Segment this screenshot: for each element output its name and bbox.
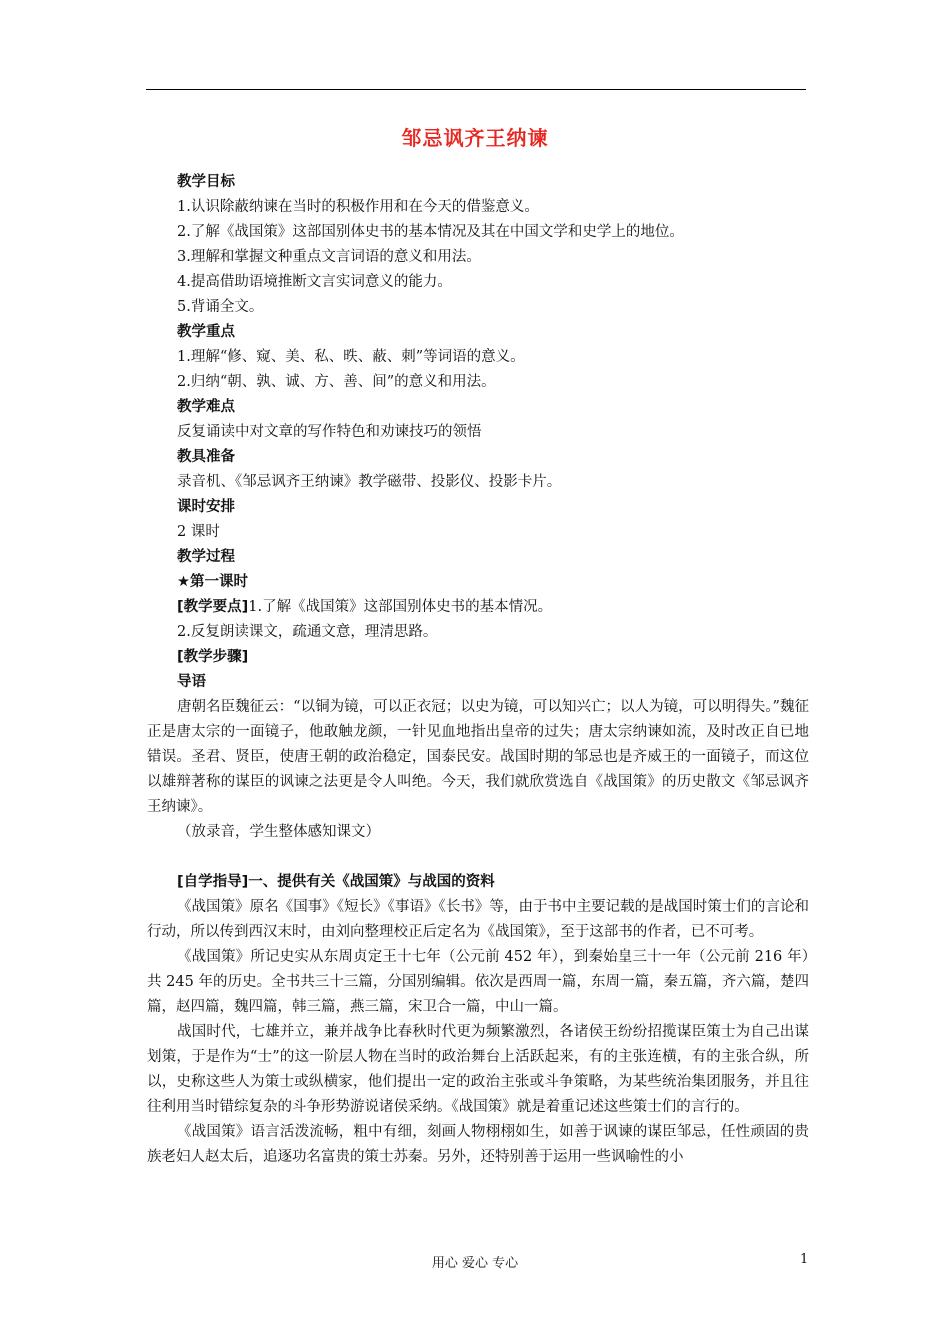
body-paragraph: 《战国策》所记史实从东周贞定王十七年（公元前 452 年），到秦始皇三十一年（公元前 216 年）共 245 年的历史。全书共三十三篇，分国别编辑。依次是西周一篇，东周一篇，秦五篇，齐六篇，楚四篇，赵四篇，魏四篇，韩三篇，燕三篇，宋卫合一篇，中山一篇。: [147, 949, 809, 1015]
section-heading-process: 教学过程: [177, 549, 235, 565]
section-heading-tools: 教具准备: [177, 449, 235, 465]
self-study-heading: 一、提供有关《战国策》与战国的资料: [248, 874, 495, 890]
points-item: 2.反复朗读课文，疏通文意，理清思路。: [177, 624, 438, 640]
body-paragraph: 战国时代，七雄并立，兼并战争比春秋时代更为频繁激烈，各诸侯王纷纷招揽谋臣策士为自己出谋划策，于是作为“士”的这一阶层人物在当时的政治舞台上活跃起来，有的主张连横，有的主张合纵，所以，史称这些人为策士或纵横家，他们提出一定的政治主张或斗争策略，为某些统治集团服务，并且往往利用当时错综复杂的斗争形势游说诸侯采纳。《战国策》就是着重记述这些策士们的言行的。: [147, 1024, 809, 1115]
footer-text: 用心 爱心 专心: [431, 1256, 519, 1271]
lesson-one-heading: ★第一课时: [177, 574, 248, 590]
points-item: 1.了解《战国策》这部国别体史书的基本情况。: [248, 599, 553, 615]
objective-item: 2.了解《战国策》这部国别体史书的基本情况及其在中国文学和史学上的地位。: [177, 224, 684, 240]
self-study-label: [自学指导]: [177, 874, 249, 890]
intro-heading: 导语: [177, 674, 206, 690]
document-body: [147, 170, 809, 1170]
objective-item: 4.提高借助语境推断文言实词意义的能力。: [177, 274, 452, 290]
page-number: 1: [800, 1252, 809, 1267]
section-heading-schedule: 课时安排: [177, 499, 235, 515]
key-point-item: 1.理解“修、窥、美、私、昳、蔽、刺”等词语的意义。: [177, 349, 525, 365]
header-rule: [146, 89, 806, 90]
objective-item: 3.理解和掌握文种重点文言词语的意义和用法。: [177, 249, 481, 265]
intro-note: （放录音，学生整体感知课文）: [177, 824, 380, 840]
schedule-text: 2 课时: [177, 524, 220, 540]
objective-item: 1.认识除蔽纳谏在当时的积极作用和在今天的借鉴意义。: [177, 199, 539, 215]
points-label: [教学要点]: [177, 599, 249, 615]
section-heading-objectives: 教学目标: [177, 174, 235, 190]
steps-label: [教学步骤]: [177, 649, 249, 665]
tools-text: 录音机、《邹忌讽齐王纳谏》教学磁带、投影仪、投影卡片。: [177, 474, 562, 490]
key-point-item: 2.归纳“朝、孰、诚、方、善、间”的意义和用法。: [177, 374, 496, 390]
body-paragraph: 《战国策》语言活泼流畅，粗中有细，刻画人物栩栩如生，如善于讽谏的谋臣邹忌，任性顽固的贵族老妇人赵太后，追逐功名富贵的策士苏秦。另外，还特别善于运用一些讽喻性的小: [147, 1124, 809, 1165]
section-heading-difficulty: 教学难点: [177, 399, 235, 415]
difficulty-text: 反复诵读中对文章的写作特色和劝谏技巧的领悟: [177, 424, 482, 440]
section-heading-key-points: 教学重点: [177, 324, 235, 340]
intro-paragraph: 唐朝名臣魏征云：“以铜为镜，可以正衣冠；以史为镜，可以知兴亡；以人为镜，可以明得失。”魏征正是唐太宗的一面镜子，他敢触龙颜，一针见血地指出皇帝的过失；唐太宗纳谏如流，及时改正自已地错误。圣君、贤臣，使唐王朝的政治稳定，国泰民安。战国时期的邹忌也是齐威王的一面镜子，而这位以雄辩著称的谋臣的讽谏之法更是令人叫绝。今天，我们就欣赏选自《战国策》的历史散文《邹忌讽齐王纳谏》。: [147, 699, 809, 815]
document-title: 邹忌讽齐王纳谏: [401, 126, 549, 150]
body-paragraph: 《战国策》原名《国事》《短长》《事语》《长书》等，由于书中主要记载的是战国时策士们的言论和行动，所以传到西汉末时，由刘向整理校正后定名为《战国策》，至于这部书的作者，已不可考。: [147, 899, 809, 940]
objective-item: 5.背诵全文。: [177, 299, 264, 315]
